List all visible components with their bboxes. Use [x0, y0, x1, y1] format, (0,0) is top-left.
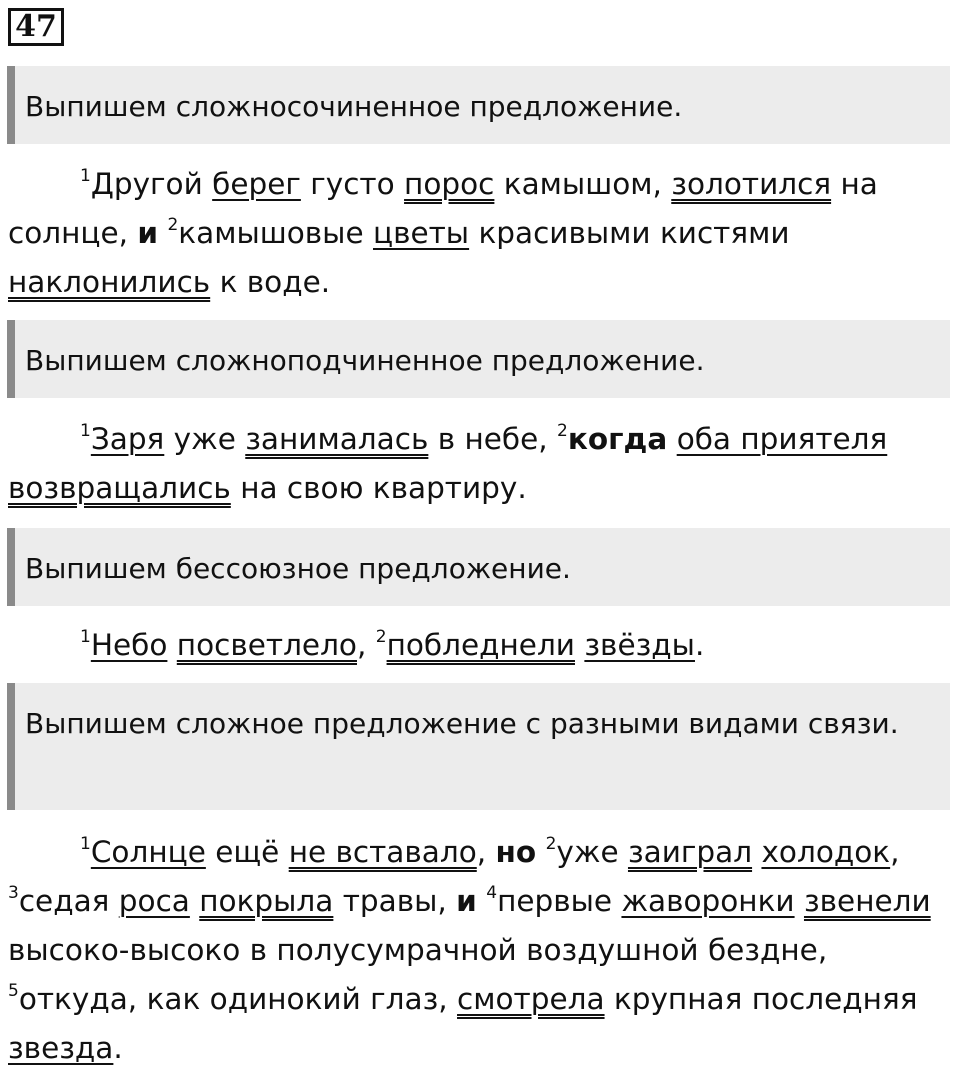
task-instruction-4: Выпишем сложное предложение с разными видами связи. — [7, 683, 950, 810]
predicate-word: звенели — [803, 884, 931, 918]
predicate-word: наклонились — [8, 265, 211, 299]
part-number: 5 — [8, 981, 19, 1001]
sentence-text: густо — [300, 167, 405, 201]
part-number: 2 — [375, 627, 387, 647]
sentence-text — [190, 884, 199, 918]
conjunction: и — [456, 884, 477, 918]
task-instruction-1: Выпишем сложносочиненное предложение. — [7, 66, 950, 144]
part-number: 3 — [8, 883, 19, 903]
sentence-complex — [8, 415, 948, 513]
subject-word: Заря — [90, 422, 165, 456]
predicate-word: золотился — [671, 167, 832, 201]
conjunction: и — [137, 216, 159, 250]
sentence-text: . — [694, 628, 705, 662]
sentence-text: . — [113, 1031, 123, 1065]
subject-word: цветы — [373, 216, 470, 250]
sentence-text — [667, 422, 676, 456]
part-number: 4 — [486, 883, 498, 903]
sentence-text: к воде. — [210, 265, 331, 299]
conjunction: но — [495, 835, 537, 869]
sentence-text: седая — [18, 884, 119, 918]
sentence-text: уже — [556, 835, 628, 869]
sentence-text: высоко-высоко в полусумрачной воздушной бездне, — [8, 933, 828, 967]
subject-word: жаворонки — [621, 884, 795, 918]
sentence-text: Другой — [90, 167, 213, 201]
sentence-text — [167, 628, 176, 662]
sentence-text: камышовые — [178, 216, 373, 250]
conjunction: когда — [567, 422, 668, 456]
task-instruction-2: Выпишем сложноподчиненное предложение. — [7, 320, 950, 398]
subject-word: Небо — [90, 628, 168, 662]
sentence-compound — [8, 160, 948, 307]
sentence-mixed — [8, 828, 948, 1073]
sentence-text: , — [890, 835, 900, 869]
part-number: 2 — [557, 421, 568, 441]
exercise-number: 47 — [8, 8, 64, 46]
task-instruction-3: Выпишем бессоюзное предложение. — [7, 528, 950, 606]
sentence-text: травы, — [333, 884, 457, 918]
predicate-word: покрыла — [199, 884, 334, 918]
sentence-text: крупная последняя — [604, 982, 918, 1016]
sentence-asyndetic — [8, 621, 948, 670]
sentence-text: первые — [497, 884, 622, 918]
sentence-text — [477, 884, 486, 918]
sentence-text — [536, 835, 545, 869]
subject-word: звёзды — [584, 628, 695, 662]
part-number: 2 — [545, 834, 557, 854]
part-number: 2 — [167, 215, 179, 235]
predicate-word: побледнели — [386, 628, 575, 662]
part-number: 1 — [80, 834, 91, 854]
sentence-text: на свою квартиру. — [230, 471, 527, 505]
sentence-text: в небе, — [428, 422, 558, 456]
sentence-text: на солнце, — [8, 167, 878, 250]
predicate-word: занималась — [245, 422, 429, 456]
predicate-word: порос — [404, 167, 495, 201]
sentence-text — [575, 628, 584, 662]
predicate-word: возвращались — [8, 471, 231, 505]
sentence-text — [795, 884, 804, 918]
sentence-text: ещё — [205, 835, 289, 869]
predicate-word: заиграл — [627, 835, 753, 869]
sentence-text: , — [356, 628, 376, 662]
subject-word: роса — [118, 884, 190, 918]
part-number: 1 — [80, 421, 91, 441]
subject-word: оба приятеля — [676, 422, 888, 456]
part-number: 1 — [80, 627, 91, 647]
predicate-word: не вставало — [288, 835, 477, 869]
predicate-word: смотрела — [457, 982, 605, 1016]
sentence-text: уже — [164, 422, 246, 456]
subject-word: холодок — [761, 835, 891, 869]
sentence-text: , — [476, 835, 496, 869]
part-number: 1 — [80, 166, 91, 186]
subject-word: звезда — [8, 1031, 114, 1065]
subject-word: Солнце — [90, 835, 206, 869]
subject-word: берег — [212, 167, 301, 201]
sentence-text: камышом, — [494, 167, 672, 201]
sentence-text: красивыми кистями — [469, 216, 790, 250]
sentence-text: откуда, как одинокий глаз, — [18, 982, 458, 1016]
predicate-word: посветлело — [176, 628, 357, 662]
